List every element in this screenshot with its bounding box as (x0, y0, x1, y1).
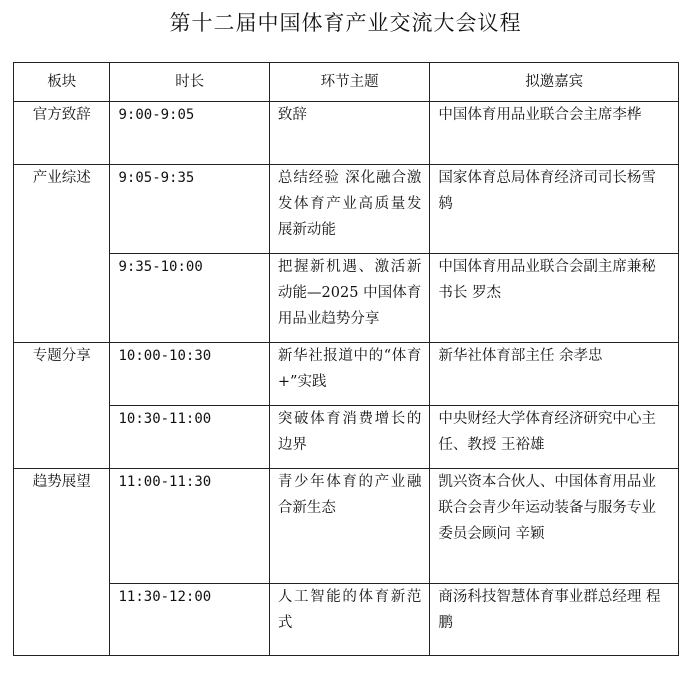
topic-cell: 突破体育消费增长的边界 (269, 406, 429, 469)
guest-cell: 中国体育用品业联合会副主席兼秘书长 罗杰 (430, 254, 679, 343)
page-title: 第十二届中国体育产业交流大会议程 (169, 11, 522, 35)
time-cell: 10:00-10:30 (110, 343, 269, 406)
agenda-table (13, 62, 679, 656)
header-block: 板块 (14, 63, 110, 102)
guest-cell: 商汤科技智慧体育事业群总经理 程鹏 (430, 584, 679, 656)
time-cell: 9:05-9:35 (110, 165, 269, 254)
time-cell: 10:30-11:00 (110, 406, 269, 469)
table-row (14, 406, 679, 469)
topic-cell: 青少年体育的产业融合新生态 (269, 469, 429, 584)
guest-cell: 中国体育用品业联合会主席李桦 (430, 102, 679, 165)
topic-cell: 把握新机遇、激活新动能—2025 中国体育用品业趋势分享 (269, 254, 429, 343)
guest-cell: 中央财经大学体育经济研究中心主任、教授 王裕雄 (430, 406, 679, 469)
section-label: 专题分享 (14, 343, 110, 469)
table-row (14, 165, 679, 254)
topic-cell: 总结经验 深化融合激发体育产业高质量发展新动能 (269, 165, 429, 254)
time-cell: 9:35-10:00 (110, 254, 269, 343)
guest-cell: 国家体育总局体育经济司司长杨雪鸫 (430, 165, 679, 254)
section-label: 趋势展望 (14, 469, 110, 656)
header-time: 时长 (110, 63, 269, 102)
time-cell: 9:00-9:05 (110, 102, 269, 165)
guest-cell: 新华社体育部主任 余孝忠 (430, 343, 679, 406)
topic-cell: 新华社报道中的“体育+”实践 (269, 343, 429, 406)
table-header-row (14, 63, 679, 102)
table-row (14, 343, 679, 406)
topic-cell: 人工智能的体育新范式 (269, 584, 429, 656)
topic-cell: 致辞 (269, 102, 429, 165)
table-row (14, 254, 679, 343)
time-cell: 11:00-11:30 (110, 469, 269, 584)
section-label: 官方致辞 (14, 102, 110, 165)
section-label: 产业综述 (14, 165, 110, 343)
header-guest: 拟邀嘉宾 (430, 63, 679, 102)
table-row (14, 584, 679, 656)
table-row (14, 102, 679, 165)
guest-cell: 凯兴资本合伙人、中国体育用品业联合会青少年运动装备与服务专业委员会顾问 辛颖 (430, 469, 679, 584)
table-row (14, 469, 679, 584)
header-topic: 环节主题 (269, 63, 429, 102)
time-cell: 11:30-12:00 (110, 584, 269, 656)
